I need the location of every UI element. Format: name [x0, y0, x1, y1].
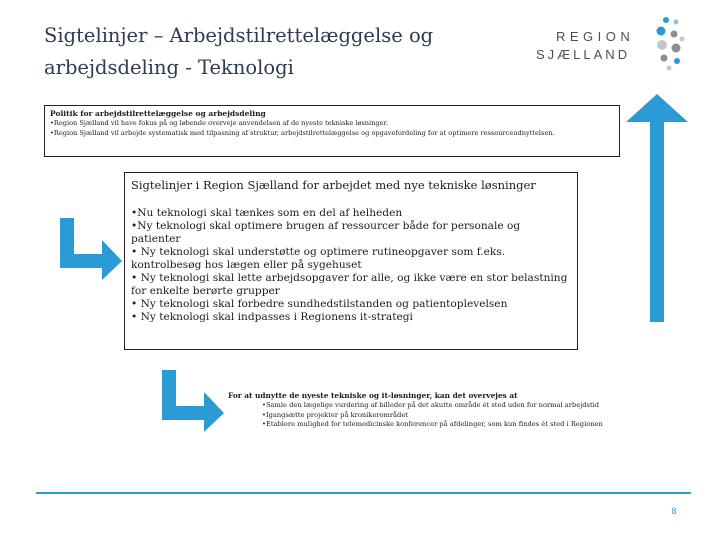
- logo-dots-icon: [648, 14, 688, 74]
- policy-heading: Politik for arbejdstilrettelæggelse og arbejdsdeling: [50, 109, 266, 118]
- logo-line-region: REGION: [556, 29, 635, 44]
- vision-item: • Ny teknologi skal indpasses i Regionens it-strategi: [131, 311, 413, 323]
- vision-item: •Nu teknologi skal tænkes som en del af helheden: [131, 207, 403, 219]
- bent-arrow-icon: [160, 368, 226, 432]
- footer-divider: [36, 492, 691, 494]
- vision-box: [124, 172, 578, 350]
- actions-item: •Etablere mulighed for telemedicinske konferencer på afdelinger, som kun findes ét sted i Regionen: [262, 420, 603, 428]
- region-logo: [536, 28, 636, 64]
- vision-item: • Ny teknologi skal understøtte og optimere rutineopgaver som f.eks. kontrolbesøg hos lægen eller på sygehuset: [131, 246, 506, 271]
- vision-item: • Ny teknologi skal forbedre sundhedstilstanden og patientoplevelsen: [131, 298, 508, 310]
- actions-section: [228, 391, 698, 430]
- up-arrow-icon: [624, 92, 690, 324]
- policy-line: •Region Sjælland vil arbejde systematisk med tilpasning af struktur, arbejdstilrettelæggelse og opgavefordeling for at optimere ressourceudnyttelsen.: [50, 128, 555, 137]
- logo-line-sjaelland: SJÆLLAND: [536, 47, 631, 62]
- policy-line: •Region Sjælland vil have fokus på og løbende overveje anvendelsen af de nyeste tekniske løsninger.: [50, 119, 389, 127]
- vision-item: • Ny teknologi skal lette arbejdsopgaver for alle, og ikke være en stor belastning for enkelte berørte grupper: [131, 272, 568, 297]
- bent-arrow-icon: [58, 216, 124, 280]
- actions-item: •Igangsætte projekter på kronikerområdet: [262, 410, 408, 419]
- policy-box: [44, 105, 620, 157]
- page-number: 8: [671, 506, 677, 516]
- vision-heading: Sigtelinjer i Region Sjælland for arbejdet med nye tekniske løsninger: [131, 178, 536, 192]
- actions-heading: For at udnytte de nyeste tekniske og it-løsninger, kan det overvejes at: [228, 391, 518, 400]
- actions-item: •Samle den lægelige vurdering af billeder på det akutte område ét sted uden for normal arbejdstid: [262, 401, 600, 409]
- vision-item: •Ny teknologi skal optimere brugen af ressourcer både for personale og patienter: [131, 220, 521, 245]
- slide-title: Sigtelinjer – Arbejdstilrettelæggelse og arbejdsdeling - Teknologi: [44, 24, 434, 79]
